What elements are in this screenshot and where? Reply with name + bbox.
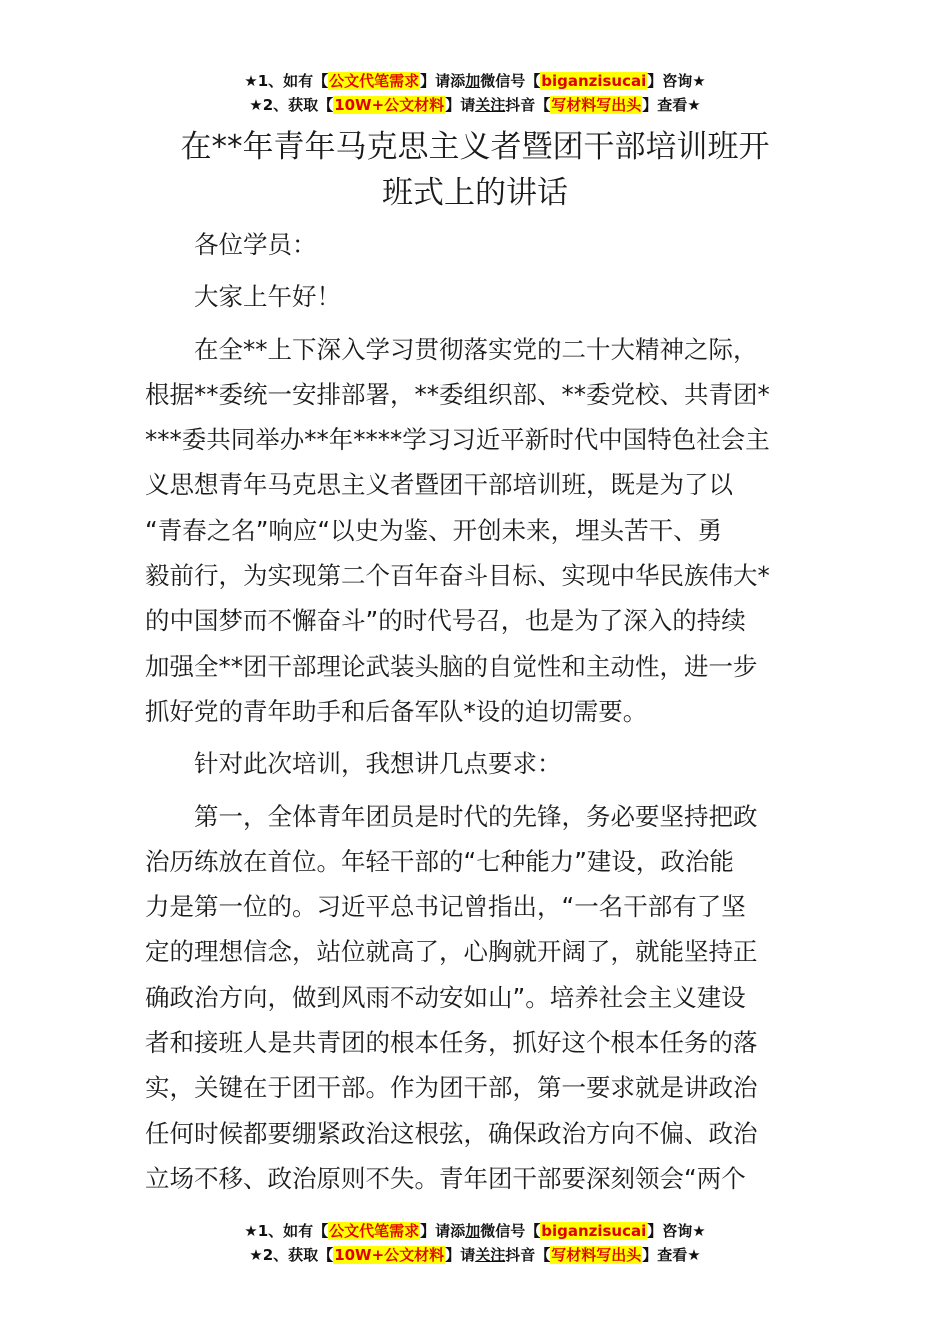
document-body: [145, 222, 813, 1208]
text-line: 加强全**团干部理论武装头脑的自觉性和主动性，进一步: [145, 651, 758, 681]
hello-paragraph: 大家上午好！: [194, 282, 341, 312]
promo-text: 】请: [445, 96, 476, 114]
promo-text: 微信号【: [480, 1222, 541, 1240]
promo-text: 】咨询★: [647, 72, 706, 90]
text-line: 毅前行，为实现第二个百年奋斗目标、实现中华民族伟大*: [145, 561, 770, 591]
promo-line-2: [0, 93, 950, 117]
promo-text: 】请添: [420, 72, 466, 90]
promo-douyin-name: 写材料写出头: [551, 1246, 642, 1264]
text-line: “青春之名”响应“以史为鉴、开创未来，埋头苦干、勇: [145, 515, 723, 545]
promo-highlight: 10W+公文材料: [334, 96, 445, 114]
promo-douyin-name: 写材料写出头: [551, 96, 642, 114]
paragraph-2: 针对此次培训，我想讲几点要求：: [194, 749, 562, 779]
bottom-promo-banner: [0, 1219, 950, 1267]
promo-text: ★2、获取【: [249, 96, 334, 114]
promo-text: 】咨询★: [647, 1222, 706, 1240]
promo-line-2: [0, 1243, 950, 1267]
document-title: [140, 124, 810, 216]
promo-text: 】查看★: [642, 1246, 701, 1264]
promo-text: 抖音【: [505, 96, 551, 114]
text-line: 第一，全体青年团员是时代的先锋，务必要坚持把政: [194, 801, 758, 831]
top-promo-banner: [0, 69, 950, 117]
promo-text: ★2、获取【: [249, 1246, 334, 1264]
text-line: 力是第一位的。习近平总书记曾指出，“一名干部有了坚: [145, 892, 746, 922]
paragraph-3: [145, 794, 813, 1202]
text-line: 定的理想信念，站位就高了，心胸就开阔了，就能坚持正: [145, 937, 758, 967]
text-line: 任何时候都要绷紧政治这根弦，确保政治方向不偏、政治: [145, 1118, 758, 1148]
text-line: 义思想青年马克思主义者暨团干部培训班，既是为了以: [145, 470, 733, 500]
promo-wechat-id: biganzisucai: [541, 72, 647, 90]
promo-line-1: [0, 1219, 950, 1243]
promo-text: 】请添: [420, 1222, 466, 1240]
text-line: 确政治方向，做到风雨不动安如山”。培养社会主义建设: [145, 982, 746, 1012]
promo-highlight: 公文代笔需求: [329, 72, 420, 90]
text-line: 立场不移、政治原则不失。青年团干部要深刻领会“两个: [145, 1163, 746, 1193]
paragraph-1: [145, 327, 813, 735]
promo-text: 关注: [475, 96, 506, 114]
text-line: 抓好党的青年助手和后备军队*设的迫切需要。: [145, 696, 648, 726]
promo-text: 】请: [445, 1246, 476, 1264]
title-line: 在**年青年马克思主义者暨团干部培训班开: [180, 129, 770, 165]
text-line: 根据**委统一安排部署，**委组织部、**委党校、共青团*: [145, 379, 770, 409]
text-line: 的中国梦而不懈奋斗”的时代号召，也是为了深入的持续: [145, 606, 746, 636]
promo-highlight: 10W+公文材料: [334, 1246, 445, 1264]
promo-text: 微信号【: [480, 72, 541, 90]
title-line: 班式上的讲话: [382, 175, 568, 211]
text-line: ***委共同举办**年****学习习近平新时代中国特色社会主: [145, 425, 770, 455]
promo-text: ★1、如有【: [244, 72, 329, 90]
text-line: 在全**上下深入学习贯彻落实党的二十大精神之际，: [194, 334, 758, 364]
promo-text: 加: [465, 72, 481, 90]
promo-text: 加: [465, 1222, 481, 1240]
text-line: 治历练放在首位。年轻干部的“七种能力”建设，政治能: [145, 846, 734, 876]
promo-highlight: 公文代笔需求: [329, 1222, 420, 1240]
text-line: 者和接班人是共青团的根本任务，抓好这个根本任务的落: [145, 1028, 758, 1058]
greeting-paragraph: 各位学员：: [194, 230, 317, 259]
promo-line-1: [0, 69, 950, 93]
text-line: 实，关键在于团干部。作为团干部，第一要求就是讲政治: [145, 1073, 758, 1103]
promo-text: 关注: [475, 1246, 506, 1264]
promo-text: 抖音【: [505, 1246, 551, 1264]
promo-wechat-id: biganzisucai: [541, 1222, 647, 1240]
promo-text: ★1、如有【: [244, 1222, 329, 1240]
promo-text: 】查看★: [642, 96, 701, 114]
